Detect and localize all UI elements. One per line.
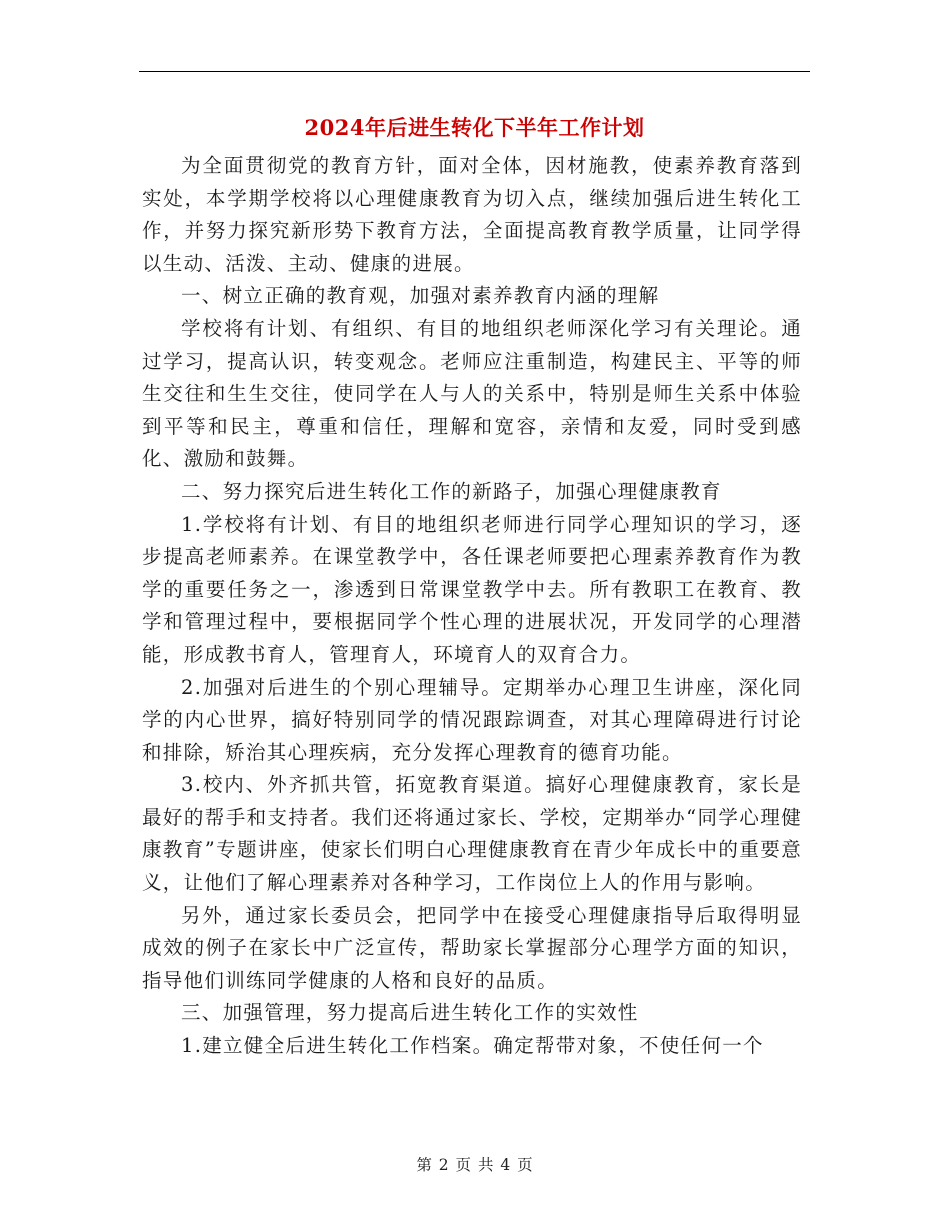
paragraph-section-1: 学校将有计划、有组织、有目的地组织老师深化学习有关理论。通过学习，提高认识，转变观念。老师应注重制造，构建民主、平等的师生交往和生生交往，使同学在人与人的关系中，特别是师生关系中体验到平等和民主，尊重和信任，理解和宽容，亲情和友爱，同时受到感化、激励和鼓舞。: [142, 316, 802, 471]
section-heading-1: 一、树立正确的教育观，加强对素养教育内涵的理解: [181, 284, 660, 308]
section-heading-3: 三、加强管理，努力提高后进生转化工作的实效性: [181, 1001, 639, 1025]
paragraph-item-2-3: 3.校内、外齐抓共管，拓宽教育渠道。搞好心理健康教育，家长是最好的帮手和支持者。我们还将通过家长、学校，定期举办“同学心理健康教育”专题讲座，使家长们明白心理健康教育在青少年成长中的重要意义，让他们了解心理素养对各种学习，工作岗位上人的作用与影响。: [142, 773, 802, 895]
section-heading-2: 二、努力探究后进生转化工作的新路子，加强心理健康教育: [181, 479, 722, 503]
paragraph-additional: 另外，通过家长委员会，把同学中在接受心理健康指导后取得明显成效的例子在家长中广泛宣传，帮助家长掌握部分心理学方面的知识，指导他们训练同学健康的人格和良好的品质。: [142, 903, 802, 992]
paragraph-intro: 为全面贯彻党的教育方针，面对全体，因材施教，使素养教育落到实处，本学期学校将以心理健康教育为切入点，继续加强后进生转化工作，并努力探究新形势下教育方法，全面提高教育教学质量，让同学得以生动、活泼、主动、健康的进展。: [142, 154, 802, 275]
page-number-label: 第 2 页 共 4 页: [416, 1156, 534, 1174]
header-rule: [139, 71, 810, 72]
document-body: [142, 150, 802, 1063]
paragraph-item-2-2: 2.加强对后进生的个别心理辅导。定期举办心理卫生讲座，深化同学的内心世界，搞好特别同学的情况跟踪调查，对其心理障碍进行讨论和排除，矫治其心理疾病，充分发挥心理教育的德育功能。: [142, 675, 802, 764]
page-footer: [0, 1154, 950, 1176]
document-title: 2024年后进生转化下半年工作计划: [304, 115, 645, 140]
paragraph-item-3-1: 1.建立健全后进生转化工作档案。确定帮带对象，不使任何一个: [181, 1034, 764, 1058]
paragraph-item-2-1: 1.学校将有计划、有目的地组织老师进行同学心理知识的学习，逐步提高老师素养。在课堂教学中，各任课老师要把心理素养教育作为教学的重要任务之一，渗透到日常课堂教学中去。所有教职工在教育、教学和管理过程中，要根据同学个性心理的进展状况，开发同学的心理潜能，形成教书育人，管理育人，环境育人的双育合力。: [142, 512, 802, 666]
